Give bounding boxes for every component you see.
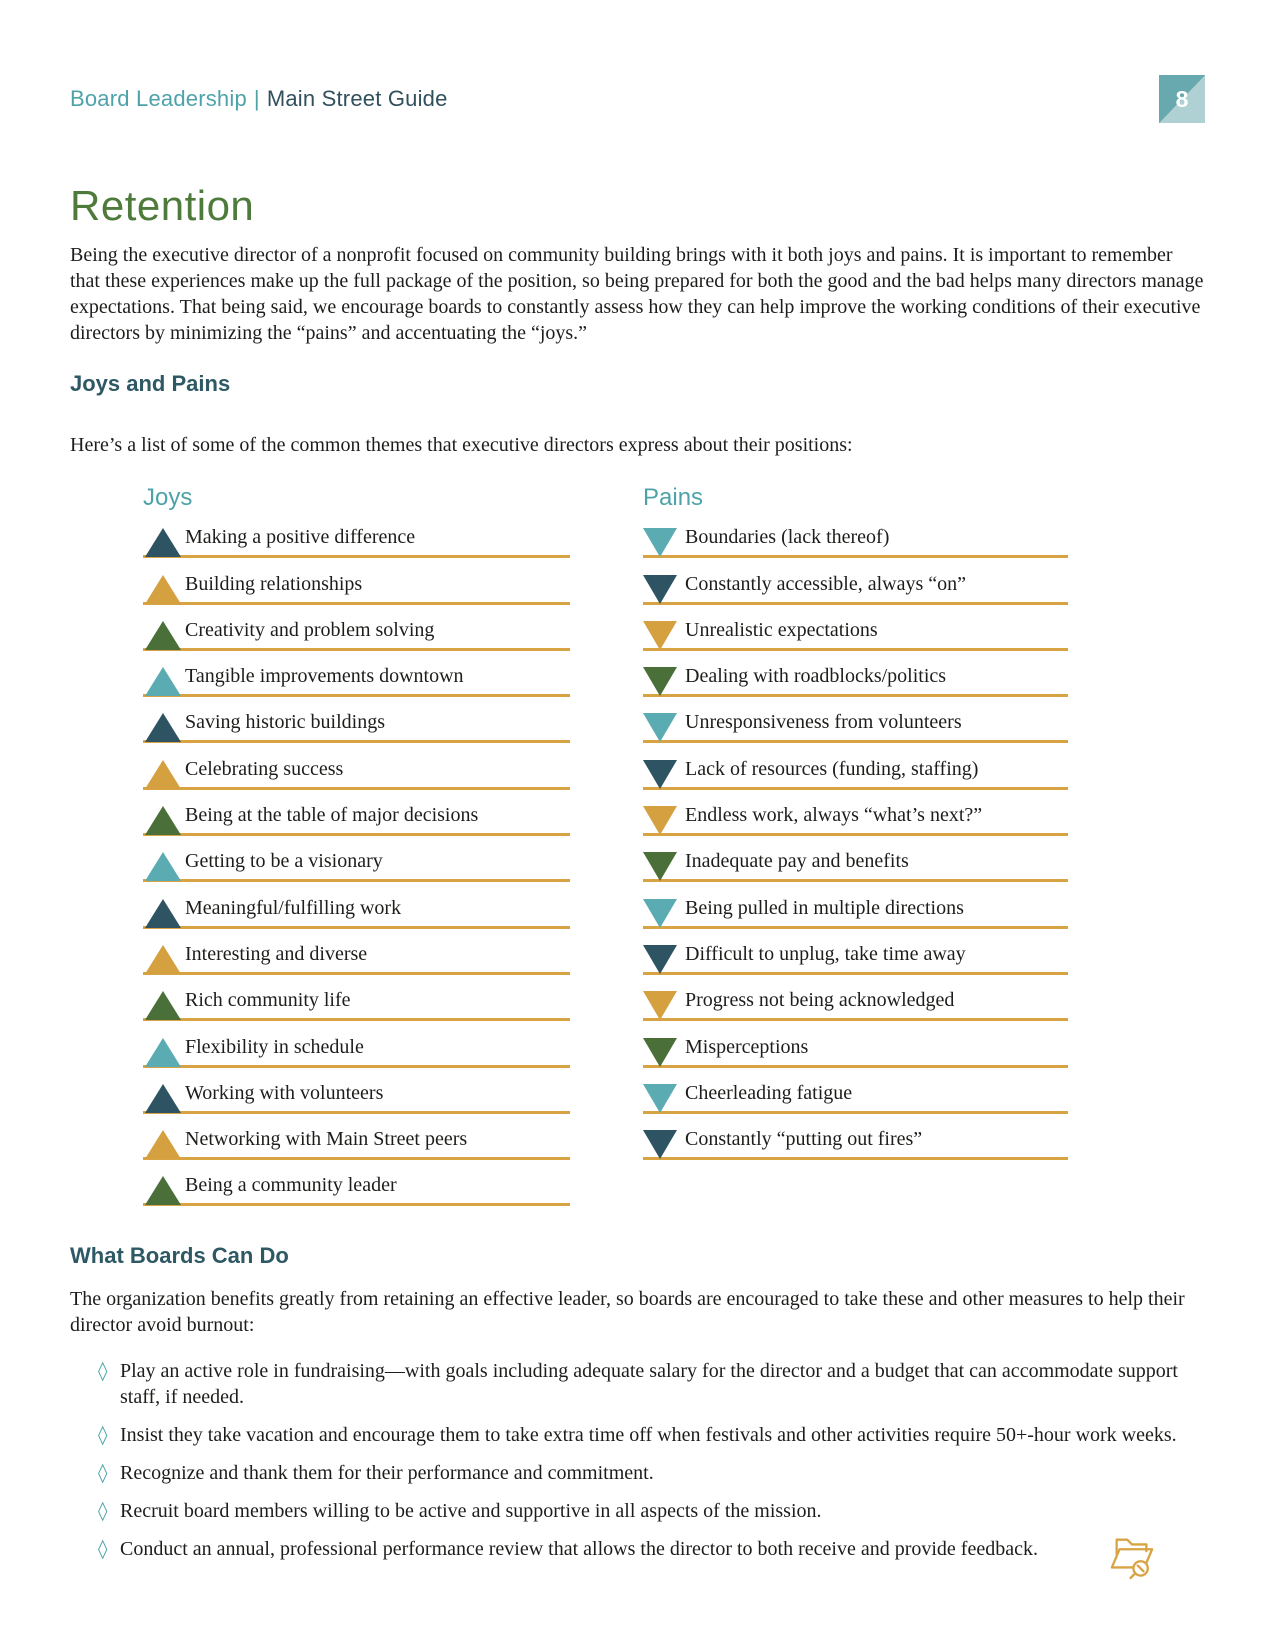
pain-item bbox=[643, 743, 1068, 789]
board-action-text: Conduct an annual, professional performance review that allows the director to both receive and provide feedback. bbox=[120, 1538, 1038, 1561]
list-item-text: Unresponsiveness from volunteers bbox=[685, 711, 962, 734]
triangle-up-icon bbox=[145, 528, 181, 557]
page-title: Retention bbox=[70, 182, 255, 229]
triangle-up-icon bbox=[145, 1130, 181, 1159]
list-item-text: Constantly accessible, always “on” bbox=[685, 572, 967, 595]
pain-item bbox=[643, 512, 1068, 558]
triangle-up-icon bbox=[145, 621, 181, 650]
joy-item bbox=[143, 1021, 570, 1067]
brand-name: Board Leadership bbox=[70, 86, 247, 111]
triangle-down-icon bbox=[643, 806, 677, 835]
list-item-text: Constantly “putting out fires” bbox=[685, 1128, 923, 1151]
board-action-item bbox=[70, 1358, 1205, 1410]
board-action-item bbox=[70, 1422, 1205, 1448]
joy-item bbox=[143, 512, 570, 558]
header-title bbox=[70, 86, 448, 112]
list-item-text: Creativity and problem solving bbox=[185, 618, 435, 641]
header-separator: | bbox=[253, 86, 260, 111]
boards-bullet-list bbox=[70, 1358, 1205, 1562]
triangle-up-icon bbox=[145, 575, 181, 604]
board-action-text: Recognize and thank them for their performance and commitment. bbox=[120, 1462, 654, 1485]
joys-column-label: Joys bbox=[143, 484, 193, 511]
diamond-bullet-icon: ◊ bbox=[98, 1462, 108, 1485]
triangle-up-icon bbox=[145, 899, 181, 928]
list-item-text: Tangible improvements downtown bbox=[185, 665, 464, 688]
board-action-item bbox=[70, 1460, 1205, 1486]
diamond-bullet-icon: ◊ bbox=[98, 1500, 108, 1523]
joy-item bbox=[143, 1114, 570, 1160]
diamond-bullet-icon: ◊ bbox=[98, 1538, 108, 1561]
list-item-text: Being at the table of major decisions bbox=[185, 804, 479, 827]
triangle-down-icon bbox=[643, 899, 677, 928]
list-item-text: Being pulled in multiple directions bbox=[685, 896, 964, 919]
pain-item bbox=[643, 1021, 1068, 1067]
joy-item bbox=[143, 743, 570, 789]
list-item-text: Making a positive difference bbox=[185, 526, 416, 549]
pains-list bbox=[643, 512, 1068, 1160]
triangle-up-icon bbox=[145, 1176, 181, 1205]
page-header bbox=[70, 0, 1205, 123]
joy-item bbox=[143, 882, 570, 928]
list-item-text: Being a community leader bbox=[185, 1174, 397, 1197]
list-item-text: Endless work, always “what’s next?” bbox=[685, 804, 983, 827]
triangle-up-icon bbox=[145, 760, 181, 789]
page-number-badge bbox=[1159, 75, 1205, 123]
triangle-up-icon bbox=[145, 1038, 181, 1067]
list-item-text: Building relationships bbox=[185, 572, 363, 595]
list-item-text: Lack of resources (funding, staffing) bbox=[685, 757, 979, 780]
board-action-item bbox=[70, 1536, 1205, 1562]
triangle-up-icon bbox=[145, 852, 181, 881]
list-item-text: Progress not being acknowledged bbox=[685, 989, 955, 1012]
pains-column bbox=[643, 484, 1068, 1206]
boards-lead: The organization benefits greatly from retaining an effective leader, so boards are encouraged to take these and other measures to help their director avoid burnout: bbox=[70, 1288, 1185, 1337]
list-item-text: Interesting and diverse bbox=[185, 942, 368, 965]
list-item-text: Boundaries (lack thereof) bbox=[685, 526, 890, 549]
joys-list bbox=[143, 512, 570, 1206]
triangle-down-icon bbox=[643, 575, 677, 604]
board-action-item bbox=[70, 1498, 1205, 1524]
triangle-down-icon bbox=[643, 713, 677, 742]
board-action-text: Play an active role in fundraising—with goals including adequate salary for the director and a budget that can accommodate support staff, if needed. bbox=[120, 1360, 1178, 1409]
triangle-down-icon bbox=[643, 621, 677, 650]
feedback-folder-magnifier-icon bbox=[1109, 1530, 1155, 1580]
list-item-text: Rich community life bbox=[185, 989, 351, 1012]
list-item-text: Networking with Main Street peers bbox=[185, 1128, 468, 1151]
triangle-up-icon bbox=[145, 667, 181, 696]
list-item-text: Working with volunteers bbox=[185, 1081, 384, 1104]
list-item-text: Unrealistic expectations bbox=[685, 618, 878, 641]
triangle-down-icon bbox=[643, 528, 677, 557]
joy-item bbox=[143, 790, 570, 836]
pain-item bbox=[643, 558, 1068, 604]
diamond-bullet-icon: ◊ bbox=[98, 1360, 108, 1383]
pain-item bbox=[643, 651, 1068, 697]
pain-item bbox=[643, 975, 1068, 1021]
joys-pains-columns bbox=[143, 484, 1205, 1206]
joy-item bbox=[143, 1160, 570, 1206]
intro-paragraph: Being the executive director of a nonprofit focused on community building brings with it both joys and pains. It is important to remember that these experiences make up the full package of the position, so being prepared for both the good and the bad helps many directors manage expectations. That being said, we encourage boards to constantly assess how they can help improve the working conditions of their executive directors by minimizing the “pains” and accentuating the “joys.” bbox=[70, 244, 1204, 344]
guide-name: Main Street Guide bbox=[266, 86, 448, 111]
triangle-down-icon bbox=[643, 945, 677, 974]
triangle-down-icon bbox=[643, 1084, 677, 1113]
triangle-up-icon bbox=[145, 1084, 181, 1113]
pains-column-label: Pains bbox=[643, 484, 704, 511]
list-item-text: Flexibility in schedule bbox=[185, 1035, 364, 1058]
joys-column bbox=[143, 484, 570, 1206]
joy-item bbox=[143, 1068, 570, 1114]
pain-item bbox=[643, 1114, 1068, 1160]
pain-item bbox=[643, 790, 1068, 836]
triangle-down-icon bbox=[643, 1130, 677, 1159]
list-item-text: Getting to be a visionary bbox=[185, 850, 383, 873]
triangle-up-icon bbox=[145, 713, 181, 742]
list-item-text: Dealing with roadblocks/politics bbox=[685, 665, 947, 688]
joy-item bbox=[143, 929, 570, 975]
list-item-text: Inadequate pay and benefits bbox=[685, 850, 909, 873]
board-action-text: Insist they take vacation and encourage them to take extra time off when festivals and other activities require 50+-hour work weeks. bbox=[120, 1424, 1177, 1447]
joy-item bbox=[143, 558, 570, 604]
list-item-text: Misperceptions bbox=[685, 1035, 809, 1058]
joys-pains-heading: Joys and Pains bbox=[70, 371, 231, 396]
triangle-up-icon bbox=[145, 806, 181, 835]
joy-item bbox=[143, 697, 570, 743]
list-item-text: Saving historic buildings bbox=[185, 711, 385, 734]
diamond-bullet-icon: ◊ bbox=[98, 1424, 108, 1447]
pain-item bbox=[643, 605, 1068, 651]
list-item-text: Cheerleading fatigue bbox=[685, 1081, 853, 1104]
joys-pains-lead: Here’s a list of some of the common themes that executive directors express about their positions: bbox=[70, 434, 853, 456]
joy-item bbox=[143, 605, 570, 651]
triangle-up-icon bbox=[145, 991, 181, 1020]
list-item-text: Celebrating success bbox=[185, 757, 344, 780]
joy-item bbox=[143, 836, 570, 882]
joy-item bbox=[143, 975, 570, 1021]
pain-item bbox=[643, 882, 1068, 928]
triangle-down-icon bbox=[643, 1038, 677, 1067]
board-action-text: Recruit board members willing to be active and supportive in all aspects of the mission. bbox=[120, 1500, 822, 1523]
triangle-down-icon bbox=[643, 991, 677, 1020]
list-item-text: Meaningful/fulfilling work bbox=[185, 896, 402, 919]
triangle-down-icon bbox=[643, 760, 677, 789]
list-item-text: Difficult to unplug, take time away bbox=[685, 942, 966, 965]
pain-item bbox=[643, 697, 1068, 743]
triangle-down-icon bbox=[643, 667, 677, 696]
triangle-down-icon bbox=[643, 852, 677, 881]
boards-heading: What Boards Can Do bbox=[70, 1243, 289, 1269]
triangle-up-icon bbox=[145, 945, 181, 974]
pain-item bbox=[643, 836, 1068, 882]
joy-item bbox=[143, 651, 570, 697]
pain-item bbox=[643, 1068, 1068, 1114]
pain-item bbox=[643, 929, 1068, 975]
page-number: 8 bbox=[1175, 85, 1189, 112]
